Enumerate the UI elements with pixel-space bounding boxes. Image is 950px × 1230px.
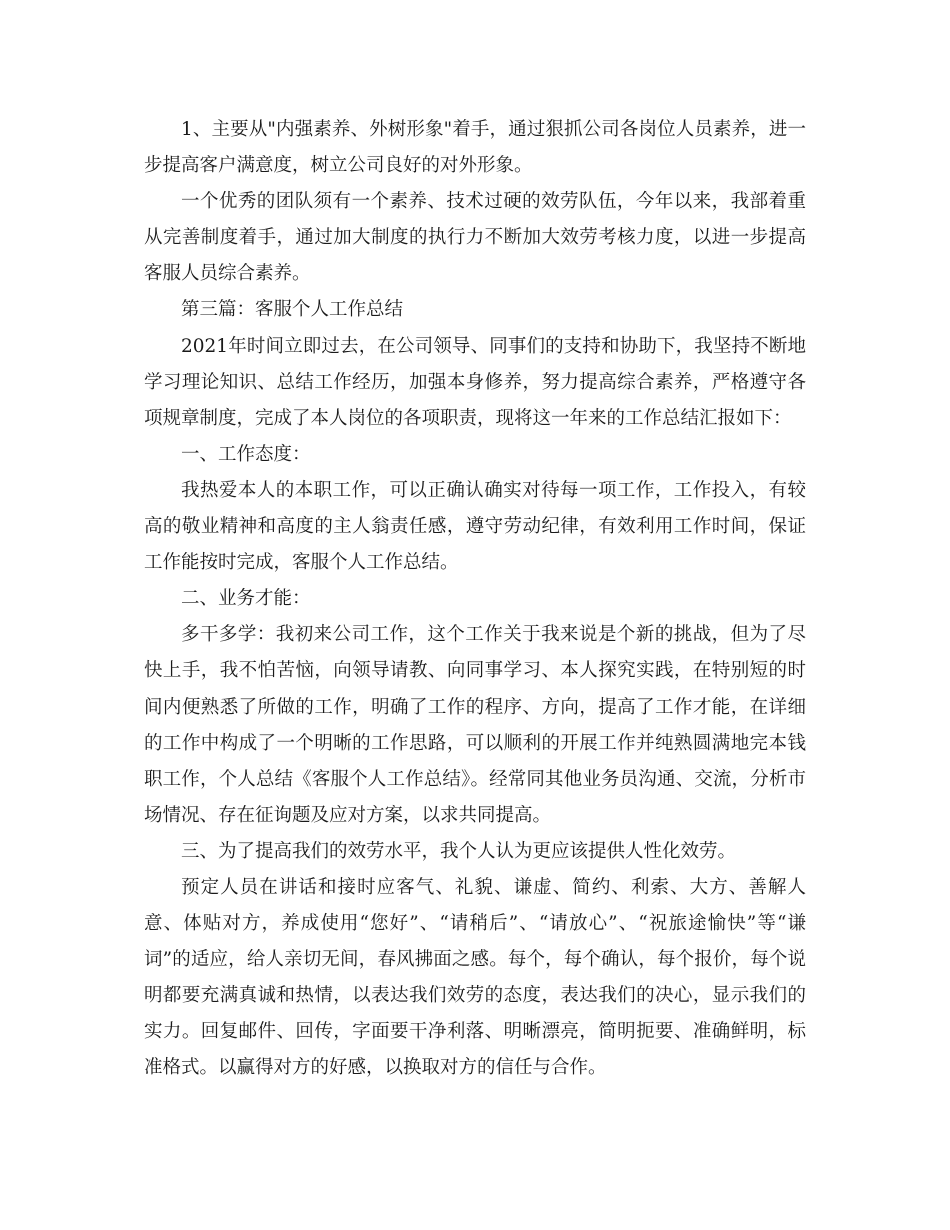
paragraph: 预定人员在讲话和接时应客气、礼貌、谦虚、简约、利索、大方、善解人意、体贴对方，养成使用“您好”、“请稍后”、“请放心”、“祝旅途愉快”等“谦词”的适应，给人亲切无间，春风拂面之感。每个，每个确认，每个报价，每个说明都要充满真诚和热情，以表达我们效劳的态度，表达我们的决心，显示我们的实力。回复邮件、回传，字面要干净利落、明晰漂亮，简明扼要、准确鲜明，标准格式。以赢得对方的好感，以换取对方的信任与合作。 (144, 876, 806, 1079)
subheading: 三、为了提高我们的效劳水平，我个人认为更应该提供人性化效劳。 (181, 840, 737, 862)
paragraph: 1、主要从"内强素养、外树形象"着手，通过狠抓公司各岗位人员素养，进一步提高客户满意度，树立公司良好的对外形象。 (144, 119, 806, 177)
document-body (144, 112, 806, 1087)
paragraph: 一个优秀的团队须有一个素养、技术过硬的效劳队伍，今年以来，我部着重从完善制度着手，通过加大制度的执行力不断加大效劳考核力度，以进一步提高客服人员综合素养。 (144, 191, 806, 285)
section-heading: 第三篇：客服个人工作总结 (181, 299, 404, 321)
subheading: 二、业务才能： (181, 588, 311, 610)
paragraph: 2021年时间立即过去，在公司领导、同事们的支持和协助下，我坚持不断地学习理论知识、总结工作经历，加强本身修养，努力提高综合素养，严格遵守各项规章制度，完成了本人岗位的各项职责，现将这一年来的工作总结汇报如下： (144, 335, 806, 429)
subheading: 一、工作态度： (181, 443, 311, 465)
paragraph: 我热爱本人的本职工作，可以正确认确实对待每一项工作，工作投入，有较高的敬业精神和高度的主人翁责任感，遵守劳动纪律，有效利用工作时间，保证工作能按时完成，客服个人工作总结。 (144, 479, 806, 574)
paragraph: 多干多学：我初来公司工作，这个工作关于我来说是个新的挑战，但为了尽快上手，我不怕苦恼，向领导请教、向同事学习、本人探究实践，在特别短的时间内便熟悉了所做的工作，明确了工作的程序、方向，提高了工作才能，在详细的工作中构成了一个明晰的工作思路，可以顺利的开展工作并纯熟圆满地完本钱职工作，个人总结《客服个人工作总结》。经常同其他业务员沟通、交流，分析市场情况、存在征询题及应对方案，以求共同提高。 (144, 624, 806, 826)
